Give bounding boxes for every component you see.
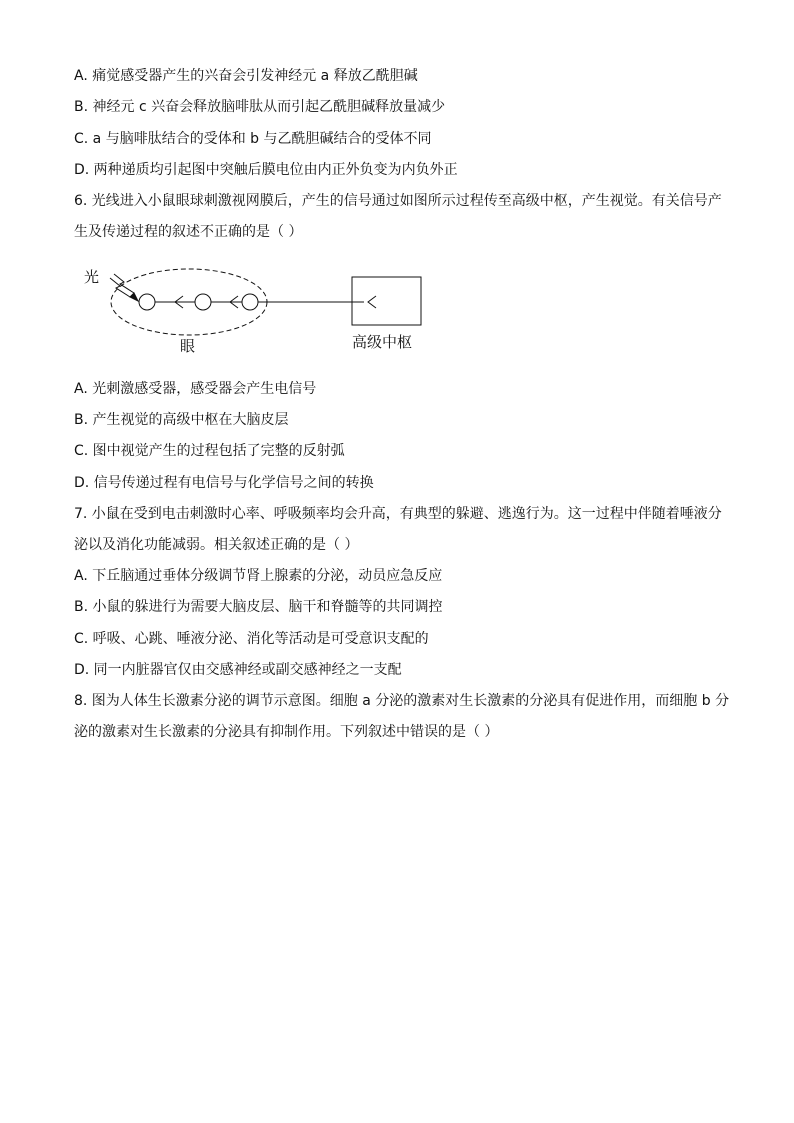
q5-option-a: A. 痛觉感受器产生的兴奋会引发神经元 a 释放乙酰胆碱 — [74, 68, 418, 84]
q6-option-d: D. 信号传递过程有电信号与化学信号之间的转换 — [74, 475, 374, 491]
q8-stem-line2: 泌的激素对生长激素的分泌具有抑制作用。下列叙述中错误的是（ ） — [74, 724, 499, 740]
light-arrow-icon — [110, 274, 138, 301]
q5-option-c: C. a 与脑啡肽结合的受体和 b 与乙酰胆碱结合的受体不同 — [74, 131, 432, 147]
ganglion-cell — [242, 294, 258, 310]
q5-option-d: D. 两种递质均引起图中突触后膜电位由内正外负变为内负外正 — [74, 162, 458, 178]
q6-stem-line2: 生及传递过程的叙述不正确的是（ ） — [74, 224, 303, 240]
q8-stem-line1: 8. 图为人体生长激素分泌的调节示意图。细胞 a 分泌的激素对生长激素的分泌具有促进作用，而细胞 b 分 — [74, 693, 730, 709]
q7-option-a: A. 下丘脑通过垂体分级调节肾上腺素的分泌，动员应急反应 — [74, 568, 443, 584]
q7-option-c: C. 呼吸、心跳、唾液分泌、消化等活动是可受意识支配的 — [74, 631, 429, 647]
q5-option-b: B. 神经元 c 兴奋会释放脑啡肽从而引起乙酰胆碱释放量减少 — [74, 99, 446, 115]
q7-stem-line2: 泌以及消化功能减弱。相关叙述正确的是（ ） — [74, 537, 359, 553]
q6-option-a: A. 光刺激感受器，感受器会产生电信号 — [74, 381, 317, 397]
neuron-chain — [139, 294, 376, 310]
q6-option-b: B. 产生视觉的高级中枢在大脑皮层 — [74, 412, 289, 428]
q7-option-d: D. 同一内脏器官仅由交感神经或副交感神经之一支配 — [74, 662, 402, 678]
q6-option-c: C. 图中视觉产生的过程包括了完整的反射弧 — [74, 443, 345, 459]
eye-label: 眼 — [180, 337, 196, 355]
photoreceptor-cell — [139, 294, 155, 310]
q6-stem-line1: 6. 光线进入小鼠眼球刺激视网膜后，产生的信号通过如图所示过程传至高级中枢，产生视觉。有关信号产 — [74, 193, 722, 209]
q7-stem-line1: 7. 小鼠在受到电击刺激时心率、呼吸频率均会升高，有典型的躲避、逃逸行为。这一过程中伴随着唾液分 — [74, 506, 722, 522]
bipolar-cell — [195, 294, 211, 310]
eye-signal-diagram — [80, 262, 430, 357]
q7-option-b: B. 小鼠的躲进行为需要大脑皮层、脑干和脊髓等的共同调控 — [74, 599, 443, 615]
higher-center-box — [352, 277, 421, 325]
higher-center-label: 高级中枢 — [352, 333, 413, 351]
light-label: 光 — [84, 268, 100, 286]
